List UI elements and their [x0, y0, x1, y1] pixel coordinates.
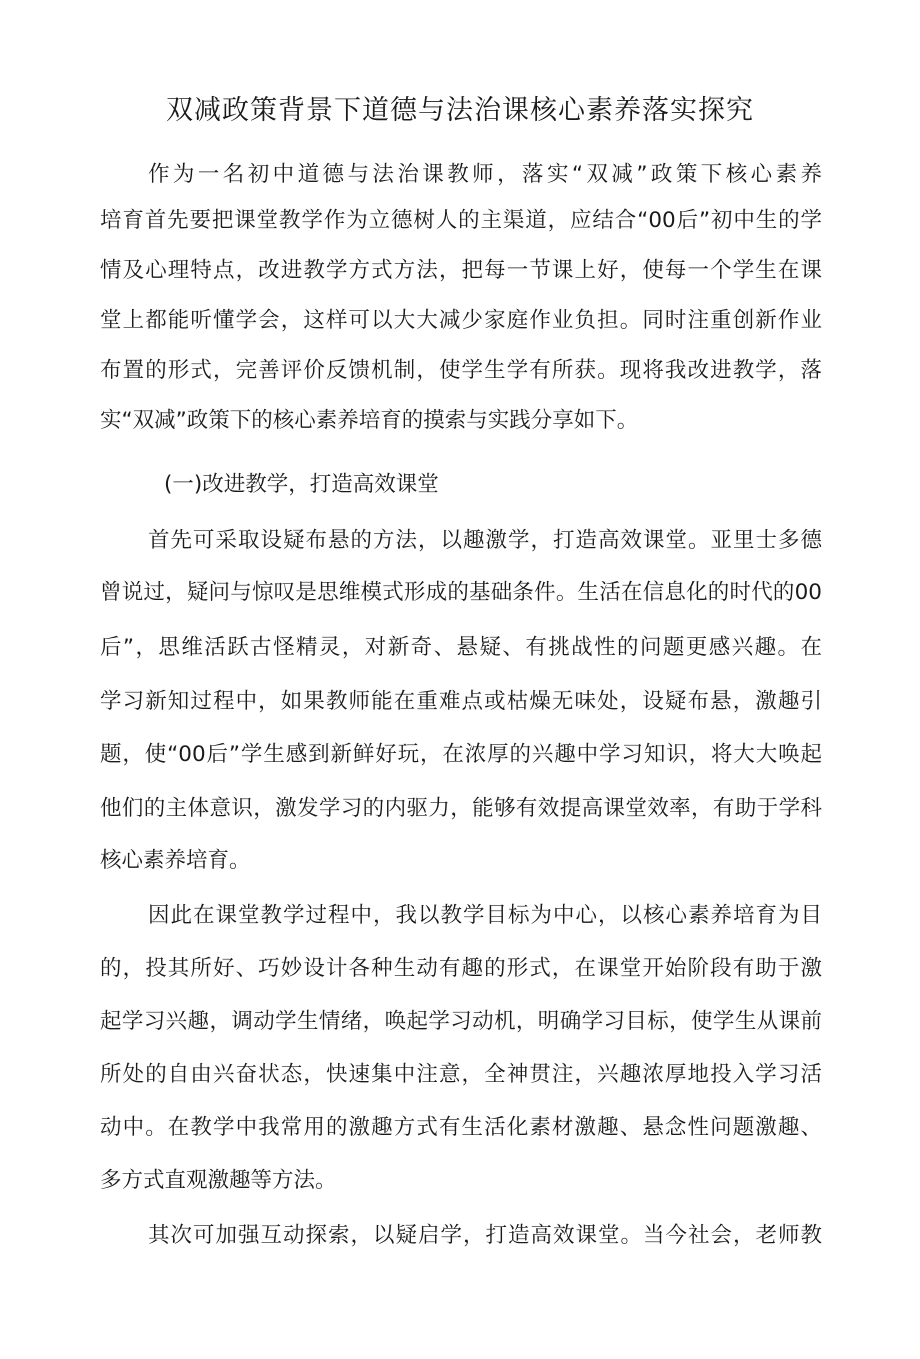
paragraph-1-line-4: 堂上都能听懂学会，这样可以大大减少家庭作业负担。同时注重创新作业 — [100, 308, 822, 333]
paragraph-1-line-5: 布置的形式，完善评价反馈机制，使学生学有所获。现将我改进教学，落 — [100, 358, 822, 383]
paragraph-2-line-7: 核心素养培育。 — [100, 848, 251, 873]
paragraph-2-line-1: 首先可采取设疑布悬的方法，以趣激学，打造高效课堂。亚里士多德 — [148, 528, 822, 553]
paragraph-4-line-1: 其次可加强互动探索，以疑启学，打造高效课堂。当今社会，老师教 — [148, 1223, 822, 1248]
paragraph-2-line-6: 他们的主体意识，激发学习的内驱力，能够有效提高课堂效率，有助于学科 — [100, 796, 822, 821]
section-heading-1: (一)改进教学，打造高效课堂 — [164, 472, 439, 497]
document-title: 双减政策背景下道德与法治课核心素养落实探究 — [166, 95, 754, 126]
paragraph-3-line-1: 因此在课堂教学过程中，我以教学目标为中心，以核心素养培育为目 — [148, 903, 822, 928]
paragraph-3-line-3: 起学习兴趣，调动学生情绪，唤起学习动机，明确学习目标，使学生从课前 — [100, 1009, 822, 1034]
paragraph-1-line-6: 实“双减”政策下的核心素养培育的摸索与实践分享如下。 — [100, 408, 639, 433]
paragraph-1-line-2: 培育首先要把课堂教学作为立德树人的主渠道，应结合“00后”初中生的学 — [100, 208, 822, 233]
paragraph-2-line-5: 题，使“00后”学生感到新鲜好玩，在浓厚的兴趣中学习知识，将大大唤起 — [100, 742, 822, 767]
paragraph-3-line-6: 多方式直观激趣等方法。 — [100, 1168, 337, 1193]
paragraph-1-line-1: 作为一名初中道德与法治课教师，落实“双减”政策下核心素养 — [148, 162, 822, 187]
paragraph-3-line-2: 的，投其所好、巧妙设计各种生动有趣的形式，在课堂开始阶段有助于激 — [100, 956, 822, 981]
paragraph-3-line-5: 动中。在教学中我常用的激趣方式有生活化素材激趣、悬念性问题激趣、 — [100, 1115, 822, 1140]
paragraph-2-line-4: 学习新知过程中，如果教师能在重难点或枯燥无味处，设疑布悬，激趣引 — [100, 689, 822, 714]
paragraph-2-line-2: 曾说过，疑问与惊叹是思维模式形成的基础条件。生活在信息化的时代的00 — [100, 580, 822, 605]
paragraph-1-line-3: 情及心理特点，改进教学方式方法，把每一节课上好，使每一个学生在课 — [100, 258, 822, 283]
paragraph-2-line-3: 后”，思维活跃古怪精灵，对新奇、悬疑、有挑战性的问题更感兴趣。在 — [100, 635, 822, 660]
paragraph-3-line-4: 所处的自由兴奋状态，快速集中注意，全神贯注，兴趣浓厚地投入学习活 — [100, 1062, 822, 1087]
